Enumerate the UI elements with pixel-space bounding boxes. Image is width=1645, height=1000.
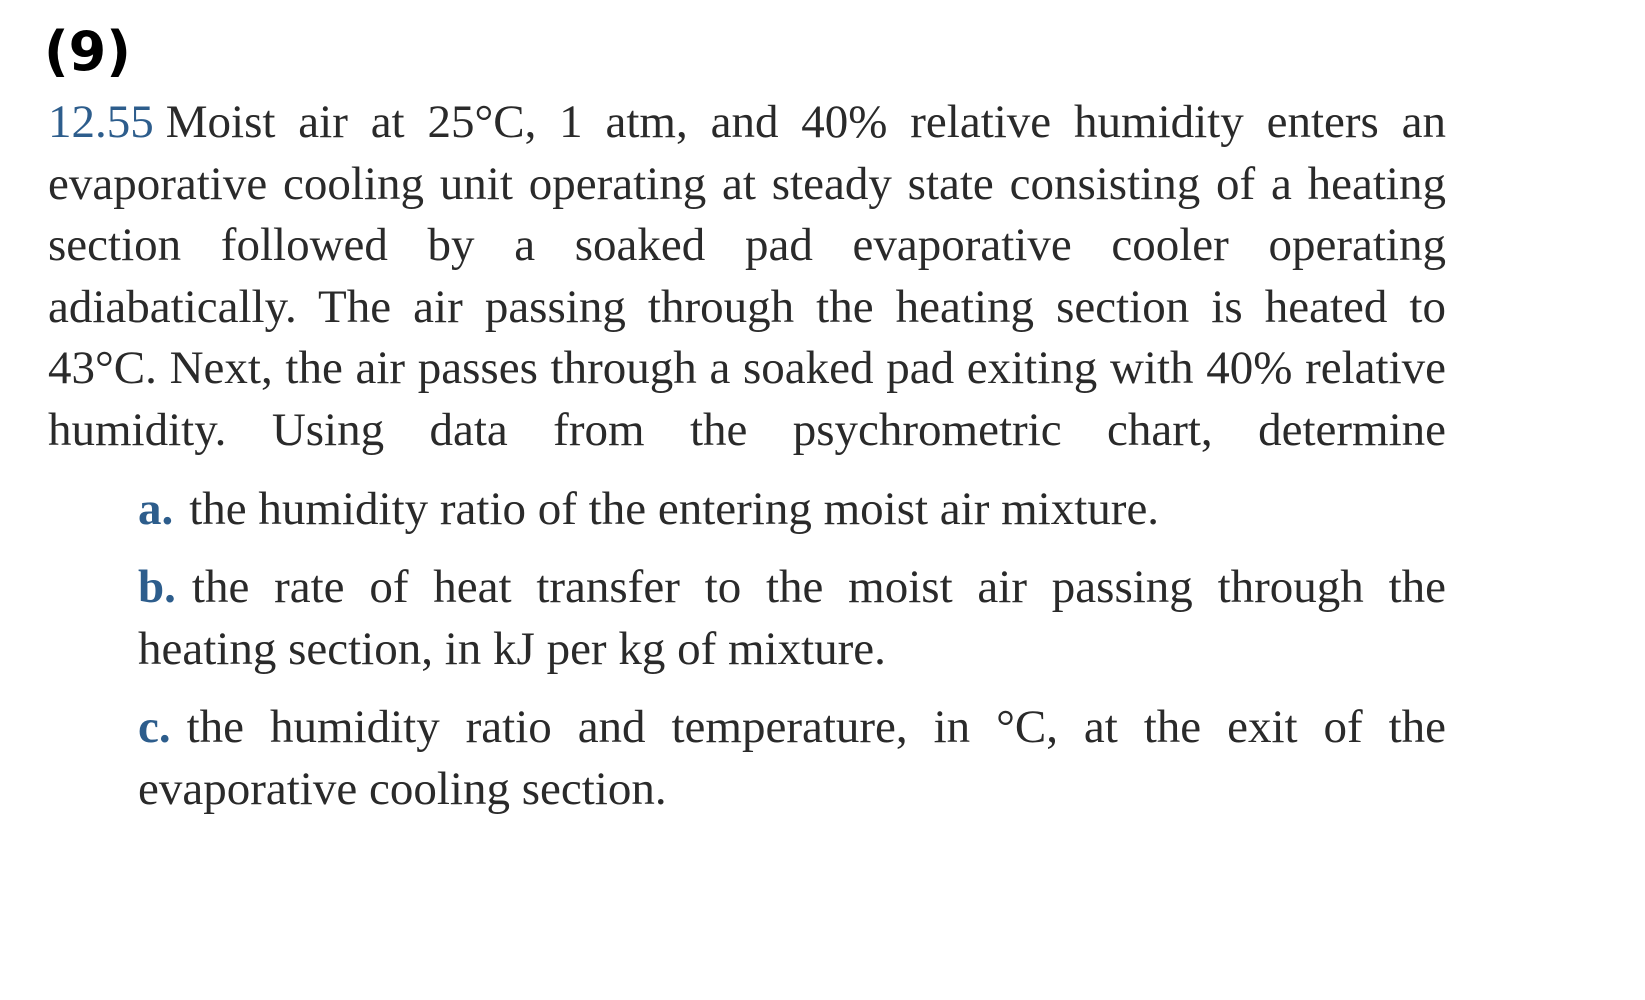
part-c (138, 696, 1446, 820)
problem-text: Moist air at 25°C, 1 atm, and 40% relative humidity enters an evaporative cooling unit operating at steady state consisting of a heating section followed by a soaked pad evaporative cooler operating adiabatically. The air passing through the heating section is heated to 43°C. Next, the air passes through a soaked pad exiting with 40% relative humidity. Using data from the psychrometric chart, determine (48, 96, 1446, 456)
part-b-letter: b. (138, 561, 176, 613)
problem-statement (48, 92, 1446, 461)
part-b (138, 556, 1446, 680)
part-a-text: the humidity ratio of the entering moist air mixture. (189, 483, 1160, 535)
question-number: (9) (44, 20, 131, 83)
part-c-text: the humidity ratio and temperature, in °C, at the exit of the evaporative cooling section. (138, 701, 1446, 815)
problem-id: 12.55 (48, 96, 154, 148)
part-a (138, 478, 1446, 540)
part-b-text: the rate of heat transfer to the moist air passing through the heating section, in kJ per kg of mixture. (138, 561, 1446, 675)
problem-parts (138, 478, 1446, 836)
part-c-letter: c. (138, 701, 171, 753)
part-a-letter: a. (138, 483, 174, 535)
